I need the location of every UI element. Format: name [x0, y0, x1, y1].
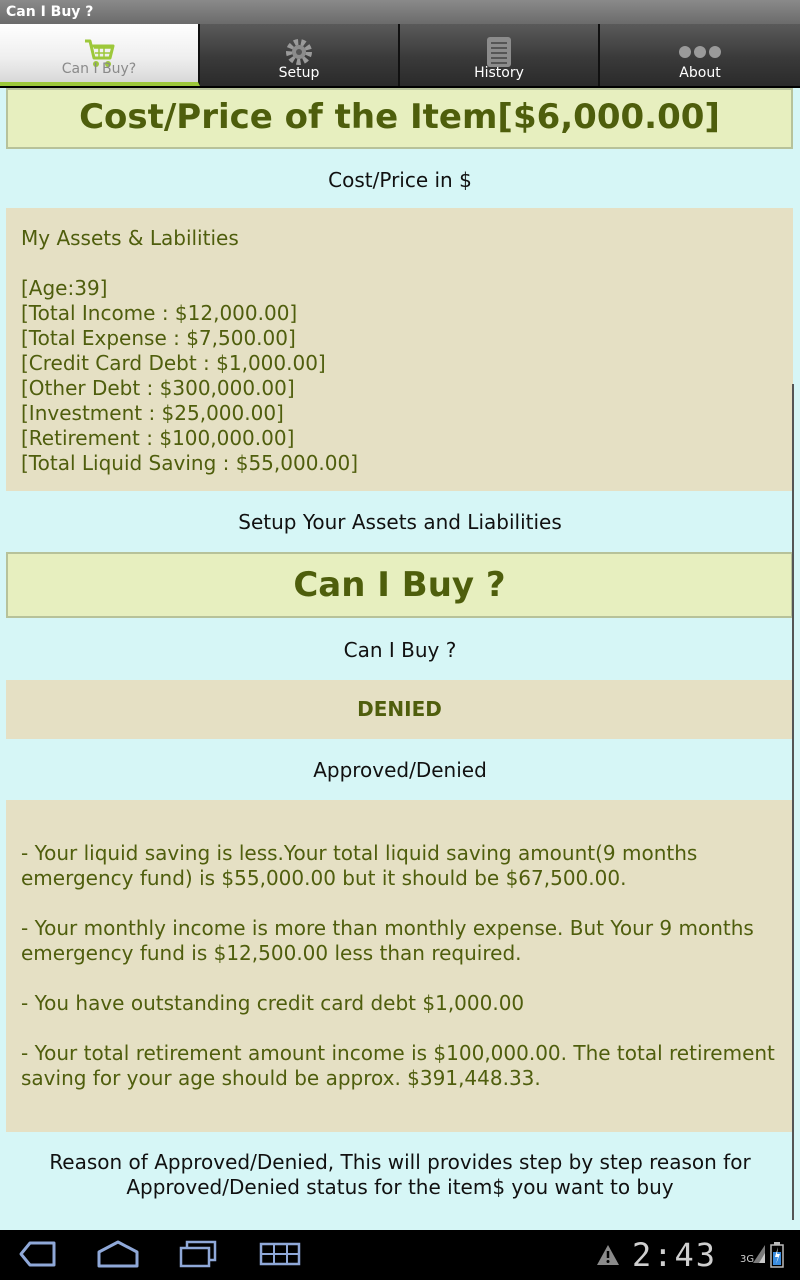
asset-line: [Age:39] — [21, 276, 108, 300]
cost-caption-button[interactable]: Cost/Price in $ — [328, 168, 472, 192]
reason-line: saving for your age should be approx. $391,448.33. — [21, 1066, 541, 1090]
asset-line: [Retirement : $100,000.00] — [21, 426, 295, 450]
reasons-caption — [0, 1150, 800, 1200]
reason-item — [21, 916, 793, 966]
window-title: Can I Buy ? — [0, 0, 800, 24]
reason-item — [21, 841, 793, 891]
back-icon[interactable] — [18, 1240, 58, 1272]
reason-spacer — [21, 1016, 793, 1041]
dots-icon — [678, 44, 722, 63]
home-icon[interactable] — [96, 1240, 140, 1272]
reasons-caption-line: Approved/Denied status for the item$ you want to buy — [126, 1175, 674, 1199]
reason-line: - Your total retirement amount income is $100,000.00. The total retirement — [21, 1041, 775, 1065]
reason-spacer — [21, 891, 793, 916]
tab-setup[interactable] — [200, 24, 400, 86]
signal-icon — [752, 1244, 766, 1268]
main-content — [0, 88, 800, 1230]
tab-label: History — [474, 65, 524, 81]
reason-line: - Your monthly income is more than monthly expense. But Your 9 months — [21, 916, 754, 940]
asset-line: [Total Income : $12,000.00] — [21, 301, 298, 325]
status-badge: DENIED — [357, 697, 442, 721]
reason-line: - Your liquid saving is less.Your total liquid saving amount(9 months — [21, 841, 698, 865]
tab-about[interactable] — [600, 24, 800, 86]
approved-denied-caption: Approved/Denied — [313, 758, 487, 782]
tab-label: Setup — [278, 65, 320, 81]
clock: 2:43 — [632, 1236, 718, 1274]
warning-icon[interactable] — [596, 1244, 620, 1270]
tab-label: About — [679, 65, 721, 81]
can-i-buy-caption-button[interactable]: Can I Buy ? — [343, 638, 457, 662]
recent-apps-icon[interactable] — [178, 1240, 218, 1272]
menu-grid-icon[interactable] — [258, 1240, 302, 1272]
tab-bar — [0, 24, 800, 88]
asset-line: [Total Liquid Saving : $55,000.00] — [21, 451, 359, 475]
reason-line: - You have outstanding credit card debt $1,000.00 — [21, 991, 525, 1015]
setup-assets-caption-button[interactable]: Setup Your Assets and Liabilities — [238, 510, 562, 534]
network-type: 3G — [740, 1254, 755, 1265]
assets-heading: My Assets & Labilities — [21, 226, 239, 250]
battery-icon — [770, 1242, 784, 1272]
reason-item — [21, 991, 793, 1016]
status-panel — [6, 680, 793, 739]
tab-can-i-buy[interactable] — [0, 24, 200, 86]
reason-item — [21, 1041, 793, 1091]
asset-line: [Other Debt : $300,000.00] — [21, 376, 295, 400]
reason-spacer — [21, 966, 793, 991]
cost-title: Cost/Price of the Item[$6,000.00] — [6, 88, 793, 149]
can-i-buy-title: Can I Buy ? — [6, 552, 793, 618]
asset-line: [Total Expense : $7,500.00] — [21, 326, 296, 350]
reasons-caption-line: Reason of Approved/Denied, This will provides step by step reason for — [49, 1150, 751, 1174]
system-nav-bar — [0, 1230, 800, 1280]
tab-label: Can I Buy? — [61, 61, 137, 77]
assets-panel[interactable] — [6, 208, 793, 491]
tab-history[interactable] — [400, 24, 600, 86]
reason-line: emergency fund) is $55,000.00 but it should be $67,500.00. — [21, 866, 627, 890]
reasons-panel — [6, 800, 793, 1132]
reason-line: emergency fund is $12,500.00 less than required. — [21, 941, 522, 965]
asset-line: [Credit Card Debt : $1,000.00] — [21, 351, 326, 375]
scrollbar[interactable] — [792, 384, 794, 1220]
assets-spacer — [21, 251, 793, 276]
asset-line: [Investment : $25,000.00] — [21, 401, 284, 425]
